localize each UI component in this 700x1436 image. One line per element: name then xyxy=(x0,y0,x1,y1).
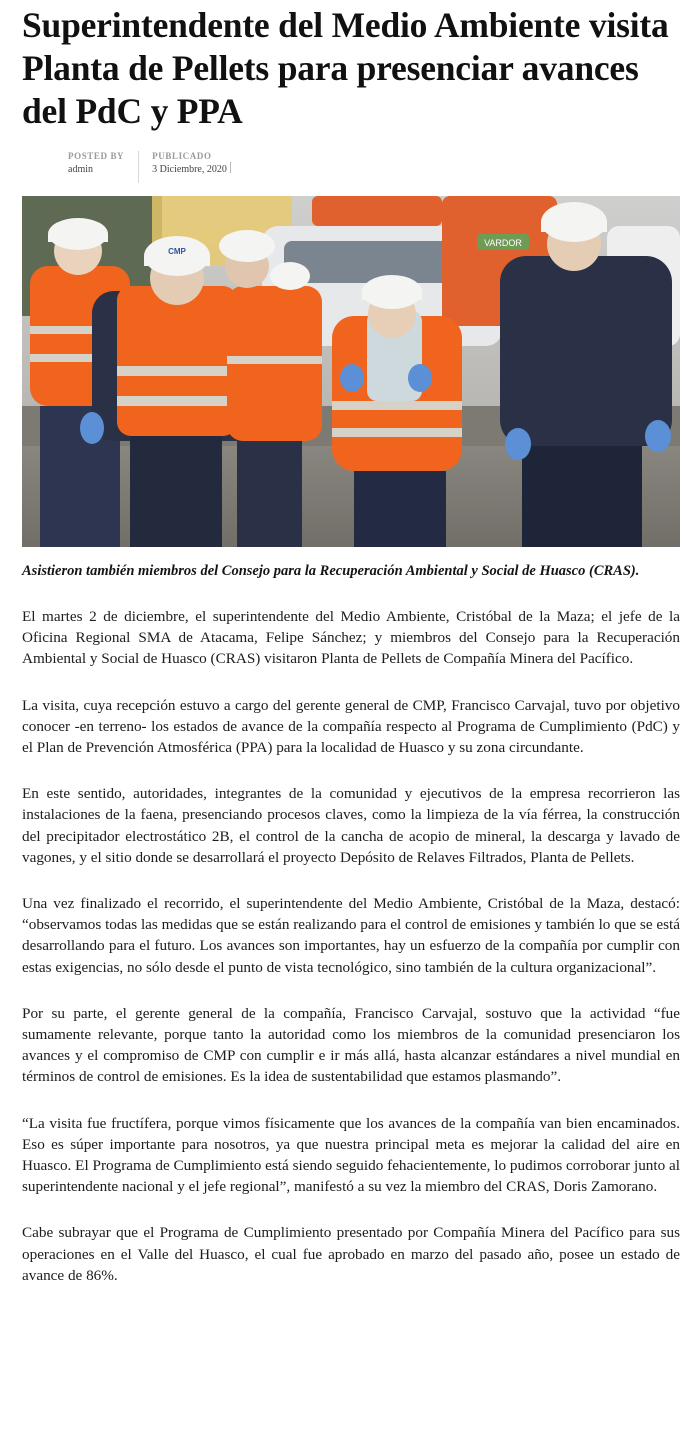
posted-by xyxy=(68,151,138,183)
published-date xyxy=(152,162,231,178)
article-title: Superintendente del Medio Ambiente visita Planta de Pellets para presenciar avances del PdC y PPA xyxy=(22,5,669,131)
published-date-text: 3 Diciembre, 2020 xyxy=(152,164,227,175)
posted-by-label: POSTED BY xyxy=(68,151,125,161)
photo-caption: Asistieron también miembros del Consejo para la Recuperación Ambiental y Social de Huasco (CRAS). xyxy=(22,563,640,579)
article-paragraph-2: La visita, cuya recepción estuvo a cargo del gerente general de CMP, Francisco Carvajal, tuvo por objetivo conocer -en terreno- los estados de avance de la compañía respecto al Programa de Cumplimiento (PdC) y el Plan de Prevención Atmosférica (PPA) para la localidad de Huasco y su zona circundante. xyxy=(22,696,680,757)
published xyxy=(138,151,245,183)
posted-by-author[interactable]: admin xyxy=(68,164,93,175)
article-paragraph-6: “La visita fue fructífera, porque vimos físicamente que los avances de la compañía van bien encaminados. Eso es súper importante para nosotros, ya que nuestra principal meta es mejorar la calidad del aire en Huasco. El Programa de Cumplimiento está siendo seguido fehacientemente, lo pudimos corroborar junto al superintendente nacional y el jefe regional”, manifestó a su vez la miembro del CRAS, Doris Zamorano. xyxy=(22,1114,680,1196)
article-paragraph-7: Cabe subrayar que el Programa de Cumplimiento presentado por Compañía Minera del Pacífico para sus operaciones en el Valle del Huasco, el cual fue aprobado en marzo del pasado año, posee un estado de avance de 86%. xyxy=(22,1224,680,1284)
article-paragraph-1: El martes 2 de diciembre, el superintendente del Medio Ambiente, Cristóbal de la Maza; el jefe de la Oficina Regional SMA de Atacama, Felipe Sánchez; y miembros del Consejo para la Recuperación Ambiental y Social de Huasco (CRAS) visitaron Planta de Pellets de Compañía Minera del Pacífico. xyxy=(22,608,680,668)
article-paragraph-4: Una vez finalizado el recorrido, el superintendente del Medio Ambiente, Cristóbal de la Maza, destacó: “observamos todas las medidas que se están realizando para el control de emisiones y también lo que se está desarrollando para el futuro. Los avances son importantes, hay un esfuerzo de la compañía por cumplir con estas exigencias, no sólo desde el punto de vista tecnológico, sino también de la cultura organizacional”. xyxy=(22,895,680,976)
meta-divider xyxy=(230,162,231,173)
article-photo xyxy=(22,196,680,547)
article-paragraph-5: Por su parte, el gerente general de la compañía, Francisco Carvajal, sostuvo que la actividad “fue sumamente relevante, porque tanto la autoridad como los miembros de la comunidad presenciaron los avances y el compromiso de CMP con cumplir e ir más allá, hasta alcanzar estándares a nivel mundial en términos de control de emisiones. Es la idea de sustentabilidad que estamos plasmando”. xyxy=(22,1004,680,1086)
post-meta xyxy=(68,151,680,183)
article-paragraph-3: En este sentido, autoridades, integrantes de la comunidad y ejecutivos de la empresa recorrieron las instalaciones de la faena, presenciando procesos claves, como la limpieza de la vía férrea, la construcción del precipitador electrostático 2B, el control de la cancha de acopio de mineral, la descarga y lavado de vagones, y el sitio donde se desarrollará el proyecto Depósito de Relaves Filtrados, Planta de Pellets. xyxy=(22,785,680,866)
published-label: PUBLICADO xyxy=(152,151,212,161)
toilet-sign-text: VARDOR xyxy=(484,238,522,248)
helmet-logo: CMP xyxy=(168,247,186,256)
